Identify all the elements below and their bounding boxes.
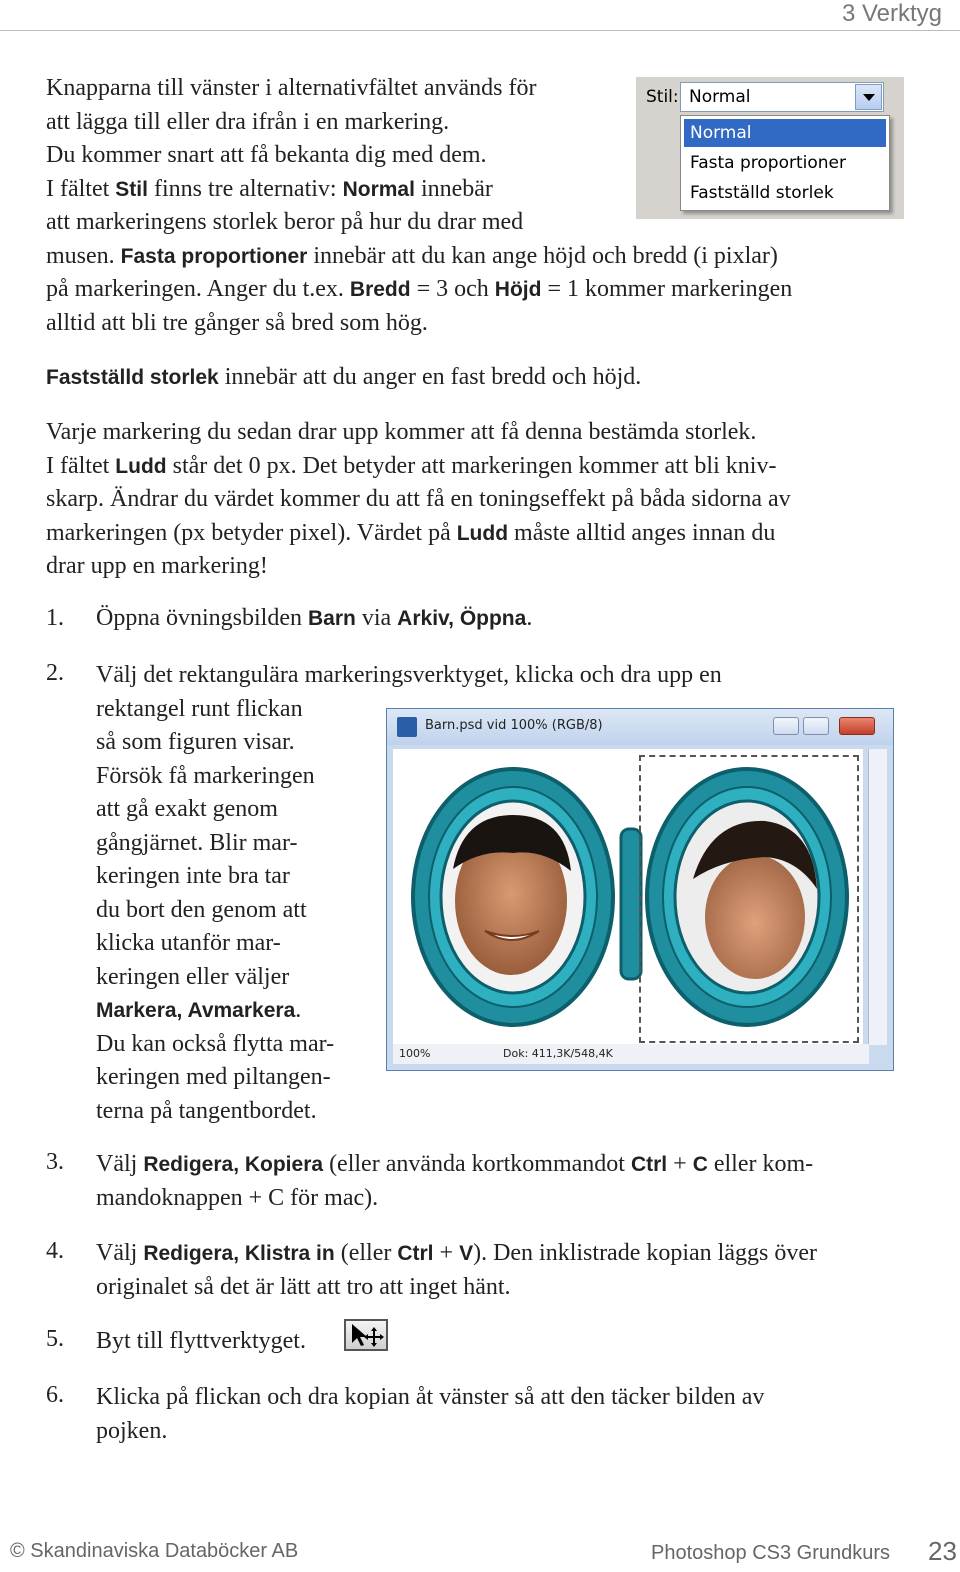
term-markera-avmarkera: Markera, Avmarkera (96, 999, 296, 1022)
zoom-level[interactable]: 100% (399, 1047, 431, 1060)
photoshop-document-window (386, 708, 894, 1071)
feather-paragraph (46, 416, 791, 584)
intro-line-6: musen. Fasta proportioner innebär att du kan ange höjd och bredd (i pixlar) (46, 242, 778, 269)
stil-label: Stil: (646, 87, 679, 107)
term-barn: Barn (307, 607, 356, 630)
stil-options-list (680, 115, 890, 211)
term-fasta-proportioner: Fasta proportioner (120, 244, 308, 268)
feather-line-2: I fältet Ludd står det 0 px. Det betyder att markeringen kommer att bli kniv- (46, 452, 777, 479)
step-4-number: 4. (46, 1238, 64, 1264)
document-info: Dok: 411,3K/548,4K (503, 1047, 613, 1060)
step-6-number: 6. (46, 1382, 64, 1408)
window-titlebar[interactable] (387, 709, 893, 745)
photoshop-app-icon (397, 717, 417, 737)
stil-option-normal[interactable]: Normal (684, 119, 886, 147)
page-number: 23 (928, 1536, 957, 1566)
term-hojd: Höjd (494, 278, 542, 301)
step-1-number: 1. (46, 605, 64, 631)
feather-line-1: Varje markering du sedan drar upp kommer att få denna bestämda storlek. (46, 419, 757, 445)
close-button[interactable] (839, 717, 875, 735)
intro-line-2: att lägga till eller dra ifrån i en markering. (46, 108, 450, 135)
stil-selected-value: Normal (689, 87, 751, 107)
chevron-down-icon[interactable] (855, 84, 882, 110)
step-6-text: Klicka på flickan och dra kopian åt vänster så att den täcker bilden av pojken. (96, 1384, 765, 1444)
term-v: V (459, 1242, 474, 1265)
vertical-scrollbar[interactable] (868, 749, 887, 1045)
step-2-number: 2. (46, 660, 64, 686)
footer-copyright: © Skandinaviska Databöcker AB (10, 1540, 299, 1562)
stil-option-faststalld-storlek[interactable]: Fastställd storlek (690, 183, 834, 203)
term-bredd: Bredd (349, 278, 411, 301)
maximize-button[interactable] (803, 717, 829, 735)
term-ludd-2: Ludd (456, 521, 509, 545)
hinge (621, 829, 641, 979)
step-5-number: 5. (46, 1326, 64, 1352)
step-2-text: Välj det rektangulära markeringsverktyget, klicka och dra upp en rektangel runt flickan så som figuren visar. Försök få markeringen att gå exakt genom gångjärnet. Blir mar- keringen inte bra tar du bort den genom att klicka utanför mar- keringen eller väljer Markera, Avmarkera. Du kan också flytta mar- keringen med piltangen- terna på tangentbordet. (96, 662, 722, 1124)
term-stil: Stil (115, 177, 148, 201)
feather-line-5: drar upp en markering! (46, 553, 268, 579)
minimize-button[interactable] (773, 717, 799, 735)
window-title: Barn.psd vid 100% (RGB/8) (425, 718, 603, 733)
stil-dropdown-figure (636, 77, 904, 219)
step-3-number: 3. (46, 1149, 64, 1175)
step-4-text: Välj Redigera, Klistra in (eller Ctrl + V). Den inklistrade kopian läggs över originalet så det är lätt att tro att inget hänt. (96, 1240, 817, 1300)
term-redigera-kopiera: Redigera, Kopiera (143, 1153, 324, 1176)
step-5-text: Byt till flyttverktyget. (96, 1328, 306, 1354)
header-divider (0, 30, 960, 31)
intro-line-4: I fältet Stil finns tre alternativ: Normal innebär (46, 175, 493, 202)
footer-book-title: Photoshop CS3 Grundkurs (651, 1542, 891, 1564)
feather-line-4: markeringen (px betyder pixel). Värdet på Ludd måste alltid anges innan du (46, 519, 776, 546)
status-bar (393, 1044, 869, 1064)
term-c: C (692, 1153, 708, 1176)
move-tool-icon (344, 1319, 388, 1351)
intro-line-3: Du kommer snart att få bekanta dig med dem. (46, 142, 487, 168)
term-normal: Normal (342, 177, 415, 201)
term-ludd: Ludd (115, 454, 167, 478)
term-arkiv-oppna: Arkiv, Öppna (397, 607, 527, 630)
stil-select[interactable] (680, 82, 884, 112)
intro-line-7: på markeringen. Anger du t.ex. Bredd = 3 och Höjd = 1 kommer markeringen (46, 276, 793, 302)
term-ctrl-2: Ctrl (397, 1242, 434, 1265)
feather-line-3: skarp. Ändrar du värdet kommer du att få en toningseffekt på båda sidorna av (46, 486, 791, 512)
term-faststalld-storlek: Fastställd storlek (46, 366, 219, 389)
fixed-size-paragraph: Fastställd storlek innebär att du anger en fast bredd och höjd. (46, 364, 642, 390)
intro-line-8: alltid att bli tre gånger så bred som hög. (46, 309, 428, 336)
term-ctrl: Ctrl (630, 1153, 668, 1176)
chapter-title: 3 Verktyg (841, 0, 942, 27)
document-canvas[interactable] (393, 749, 863, 1045)
term-redigera-klistra-in: Redigera, Klistra in (143, 1242, 335, 1265)
stil-option-fasta-proportioner[interactable]: Fasta proportioner (690, 153, 846, 173)
intro-line-5: att markeringens storlek beror på hur du drar med (46, 209, 524, 235)
step-1-text: Öppna övningsbilden Barn via Arkiv, Öppna. (96, 605, 533, 631)
intro-line-1: Knapparna till vänster i alternativfältet används för (46, 75, 537, 101)
step-3-text: Välj Redigera, Kopiera (eller använda kortkommandot Ctrl + C eller kom- mandoknappen + C för mac). (96, 1151, 814, 1211)
selection-marquee (639, 755, 859, 1043)
